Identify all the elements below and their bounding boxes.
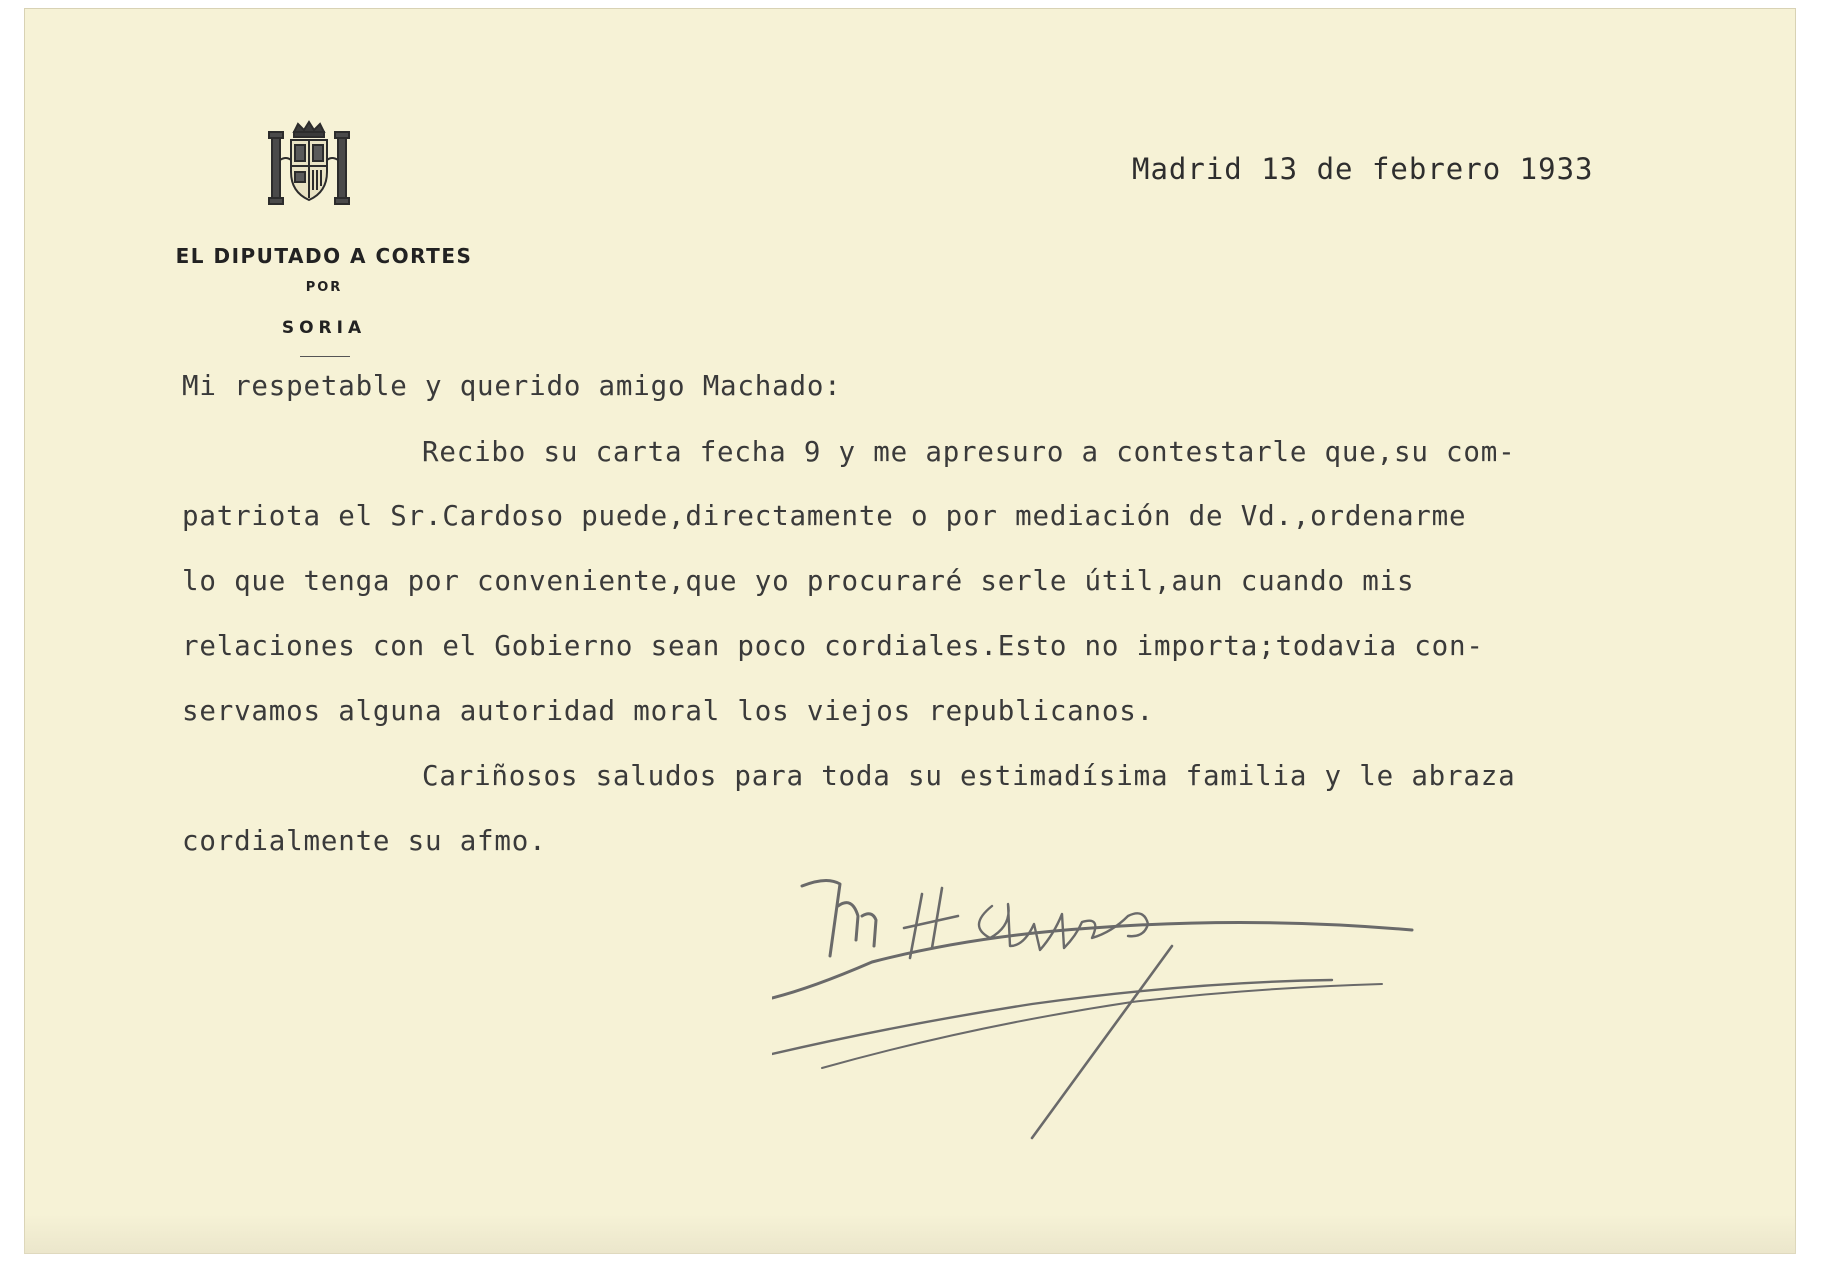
body-line: servamos alguna autoridad moral los viejos republicanos.: [182, 695, 1154, 727]
letterhead-place: SORIA: [281, 318, 367, 338]
coat-of-arms-icon: [264, 120, 354, 210]
body-line: patriota el Sr.Cardoso puede,directamente o por mediación de Vd.,ordenarme: [182, 500, 1467, 532]
letter-paper: [24, 8, 1796, 1254]
body-line: Recibo su carta fecha 9 y me apresuro a contestarle que,su com-: [422, 436, 1516, 468]
handwritten-signature: [772, 876, 1562, 1166]
closing-line: cordialmente su afmo.: [182, 825, 547, 857]
letterhead-por: POR: [305, 280, 343, 295]
letterhead-title: EL DIPUTADO A CORTES: [175, 244, 473, 268]
body-line: Cariñosos saludos para toda su estimadísima familia y le abraza: [422, 760, 1516, 792]
body-line: lo que tenga por conveniente,que yo procuraré serle útil,aun cuando mis: [182, 565, 1415, 597]
salutation: Mi respetable y querido amigo Machado:: [182, 370, 842, 402]
letter-date: Madrid 13 de febrero 1933: [1132, 152, 1594, 186]
body-line: relaciones con el Gobierno sean poco cordiales.Esto no importa;todavia con-: [182, 630, 1484, 662]
letterhead-divider: [300, 356, 350, 357]
